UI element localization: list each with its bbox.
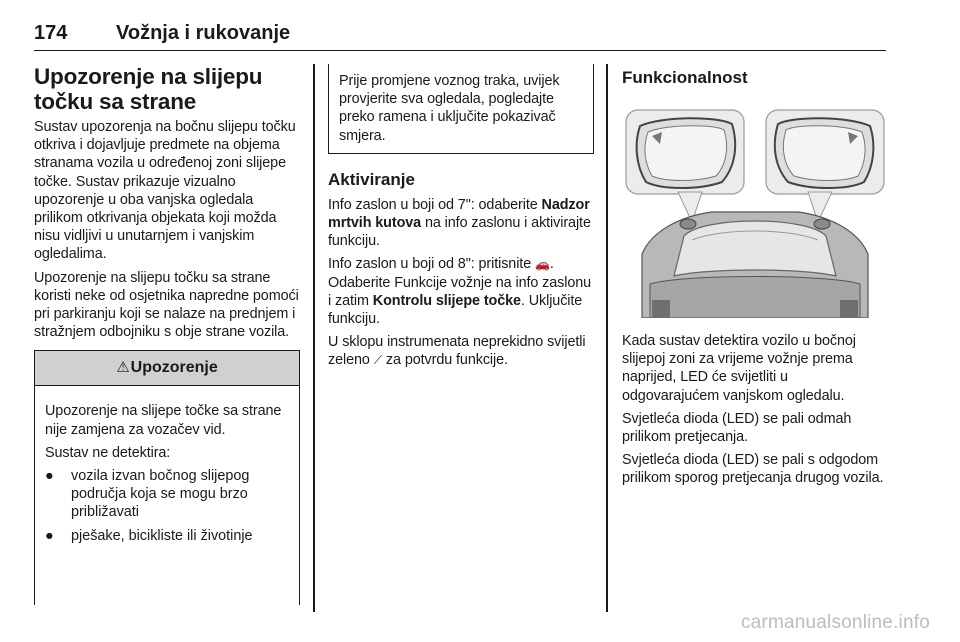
column-middle bbox=[328, 64, 594, 375]
warning-text: Sustav ne detektira: bbox=[45, 444, 171, 461]
paragraph: Sustav upozorenja na bočnu slijepu točku otkriva i dojavljuje predmete na objema stranama vozila u određenoj zoni slijepe točke. Sustav prikazuje vizualno upozorenje u oba vanjska ogledala prilikom otkrivanja objekata koji možda nisu vidljivi u unutarnjem i vanjskim ogledalima. bbox=[34, 119, 296, 263]
bullet-icon: ● bbox=[45, 527, 54, 544]
running-title: Vožnja i rukovanje bbox=[116, 22, 291, 44]
warning-text: Upozorenje na slijepe točke sa strane nije zamjena za vozačev vid. bbox=[45, 403, 282, 438]
watermark: carmanualsonline.info bbox=[740, 612, 930, 633]
paragraph: U sklopu instrumenata neprekidno svijetli zeleno ⟋ za potvrdu funkcije. bbox=[328, 334, 586, 369]
column-left bbox=[34, 64, 300, 605]
note-text: Prije promjene voznog traka, uvijek provjerite sva ogledala, pogledajte preko ramena i uključite pokazivač smjera. bbox=[339, 73, 560, 144]
note-box bbox=[328, 64, 594, 154]
column-right bbox=[622, 64, 888, 493]
warning-icon: ⚠ bbox=[116, 359, 130, 377]
warning-heading: Upozorenje bbox=[130, 359, 218, 377]
section-heading: Aktiviranje bbox=[328, 169, 415, 189]
paragraph: Svjetleća dioda (LED) se pali odmah prilikom pretjecanja. bbox=[622, 410, 852, 446]
list-item: ● vozila izvan bočnog slijepog područja koja se mogu brzo približavati bbox=[45, 468, 250, 521]
paragraph: Upozorenje na slijepu točku sa strane koristi neke od osjetnika napredne pomoći pri parkiranju koji se nalaze na prednjem i stražnjem odbojniku s obje strane vozila. bbox=[34, 269, 299, 341]
section-heading: Funkcionalnost bbox=[622, 68, 748, 87]
column-divider bbox=[606, 64, 608, 612]
blind-spot-indicator-icon: ⟋ bbox=[373, 353, 383, 368]
paragraph: Kada sustav detektira vozilo u bočnoj slijepoj zoni za vrijeme vožnje prema naprijed, LED će svijetliti u odgovarajućem vanjskom ogledalu. bbox=[622, 333, 856, 404]
page-number: 174 bbox=[34, 22, 68, 44]
car-icon: 🚗 bbox=[535, 257, 550, 272]
section-title: Upozorenje na slijepu točku sa strane bbox=[34, 64, 263, 114]
column-divider bbox=[313, 64, 315, 612]
page-header bbox=[34, 14, 886, 51]
mirror-illustration bbox=[622, 104, 888, 318]
list-item: ● pješake, bicikliste ili životinje bbox=[45, 527, 253, 544]
warning-body bbox=[35, 386, 299, 544]
paragraph: Info zaslon u boji od 8": pritisnite 🚗. Odaberite Funkcije vožnje na info zaslonu i zatim Kontrolu slijepe točke. Uključite funkciju. bbox=[328, 256, 592, 328]
warning-header bbox=[35, 351, 299, 386]
paragraph: Svjetleća dioda (LED) se pali s odgodom prilikom sporog pretjecanja drugog vozila. bbox=[622, 452, 884, 487]
warning-box bbox=[34, 350, 300, 605]
paragraph: Info zaslon u boji od 7": odaberite Nadzor mrtvih kutova na info zaslonu i aktivirajte funkciju. bbox=[328, 196, 591, 250]
bullet-icon: ● bbox=[45, 468, 54, 485]
